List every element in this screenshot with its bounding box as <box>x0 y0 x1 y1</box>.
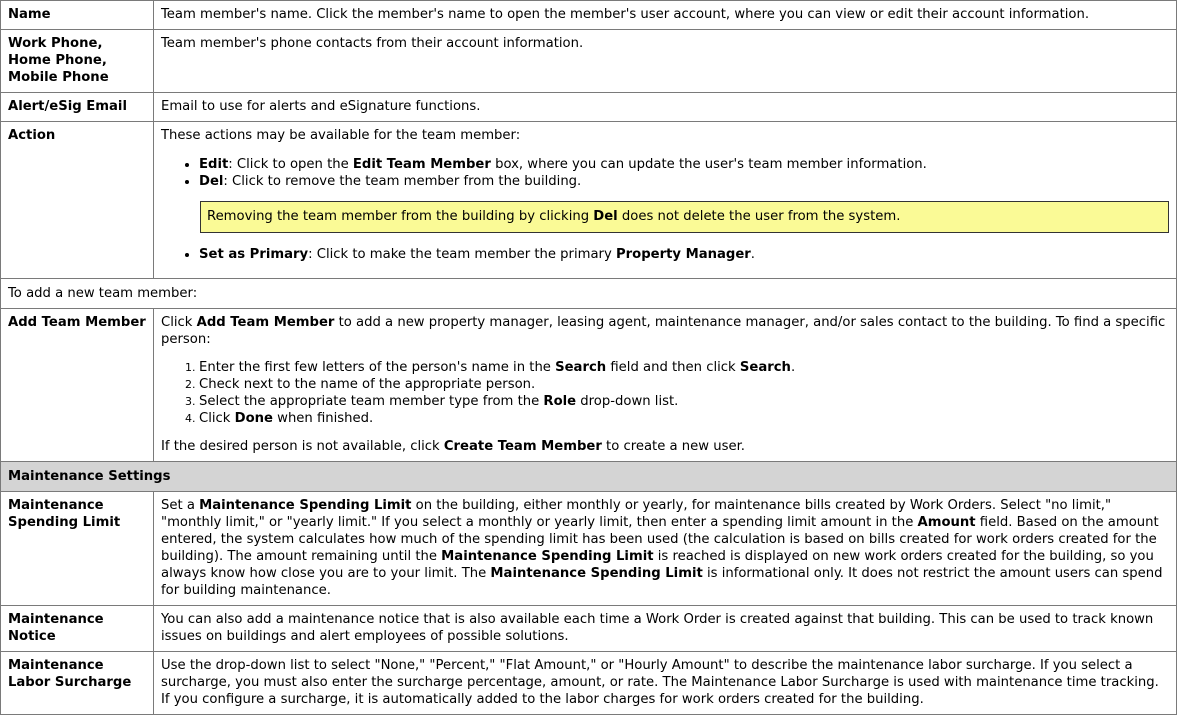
desc-phones: Team member's phone contacts from their account information. <box>154 30 1177 93</box>
term-name: Name <box>1 1 154 30</box>
list-item: 3. Select the appropriate team member type from the Role drop-down list. <box>199 393 1169 410</box>
desc-spending-limit: Set a Maintenance Spending Limit on the building, either monthly or yearly, for maintenance bills created by Work Orders. Select "no limit," "monthly limit," or "yearly limit." If you select a monthly or yearly limit, then enter a spending limit amount in the Amount field. Based on the amount entered, the system calculates how much of the spending limit has been used (the calculation is based on bills created for work orders created for the building). The amount remaining until the Maintenance Spending Limit is reached is displayed on new work orders created for the building, so you always know how close you are to your limit. The Maintenance Spending Limit is informational only. It does not restrict the amount users can spend for building maintenance. <box>154 492 1177 606</box>
table-row <box>1 492 1177 606</box>
note-box: Removing the team member from the building by clicking Del does not delete the user from the system. <box>200 201 1169 233</box>
term-labor-surcharge: Maintenance Labor Surcharge <box>1 652 154 715</box>
table-row <box>1 652 1177 715</box>
table-row <box>1 309 1177 462</box>
term-maintenance-notice: Maintenance Notice <box>1 606 154 652</box>
action-item-del: • Del: Click to remove the team member from the building. <box>199 173 1169 190</box>
table-row <box>1 606 1177 652</box>
term-phones: Work Phone, Home Phone, Mobile Phone <box>1 30 154 93</box>
list-item: 2. Check next to the name of the appropriate person. <box>199 376 1169 393</box>
add-member-steps <box>161 359 1169 427</box>
section-header-maintenance: Maintenance Settings <box>1 462 1177 492</box>
desc-action <box>154 122 1177 279</box>
desc-name: Team member's name. Click the member's name to open the member's user account, where you can view or edit their account information. <box>154 1 1177 30</box>
desc-maintenance-notice: You can also add a maintenance notice that is also available each time a Work Order is created against that building. This can be used to track known issues on buildings and alert employees of possible solutions. <box>154 606 1177 652</box>
action-intro: These actions may be available for the team member: <box>161 128 521 143</box>
term-spending-limit: Maintenance Spending Limit <box>1 492 154 606</box>
list-item: 1. Enter the first few letters of the person's name in the Search field and then click Search. <box>199 359 1169 376</box>
action-list-2 <box>161 246 1169 263</box>
term-action: Action <box>1 122 154 279</box>
action-item-set-primary: • Set as Primary: Click to make the team member the primary Property Manager. <box>199 246 1169 263</box>
add-member-paragraph: Click Add Team Member to add a new property manager, leasing agent, maintenance manager, and/or sales contact to the building. To find a specific person: <box>161 315 1166 347</box>
table-row <box>1 93 1177 122</box>
term-add-team-member: Add Team Member <box>1 309 154 462</box>
table-row <box>1 279 1177 309</box>
table-row <box>1 122 1177 279</box>
term-alert-email: Alert/eSig Email <box>1 93 154 122</box>
action-item-edit: • Edit: Click to open the Edit Team Member box, where you can update the user's team member information. <box>199 156 1169 173</box>
desc-add-team-member <box>154 309 1177 462</box>
desc-labor-surcharge: Use the drop-down list to select "None," "Percent," "Flat Amount," or "Hourly Amount" to describe the maintenance labor surcharge. If you select a surcharge, you must also enter the surcharge percentage, amount, or rate. The Maintenance Labor Surcharge is used with maintenance time tracking. If you configure a surcharge, it is automatically added to the labor charges for work orders created for the building. <box>154 652 1177 715</box>
desc-alert-email: Email to use for alerts and eSignature functions. <box>154 93 1177 122</box>
table-row <box>1 462 1177 492</box>
table-row <box>1 30 1177 93</box>
table-row <box>1 1 1177 30</box>
add-member-tail: If the desired person is not available, click Create Team Member to create a new user. <box>161 439 746 454</box>
action-list <box>161 156 1169 190</box>
list-item: 4. Click Done when finished. <box>199 410 1169 427</box>
add-intro-text: To add a new team member: <box>1 279 1177 309</box>
